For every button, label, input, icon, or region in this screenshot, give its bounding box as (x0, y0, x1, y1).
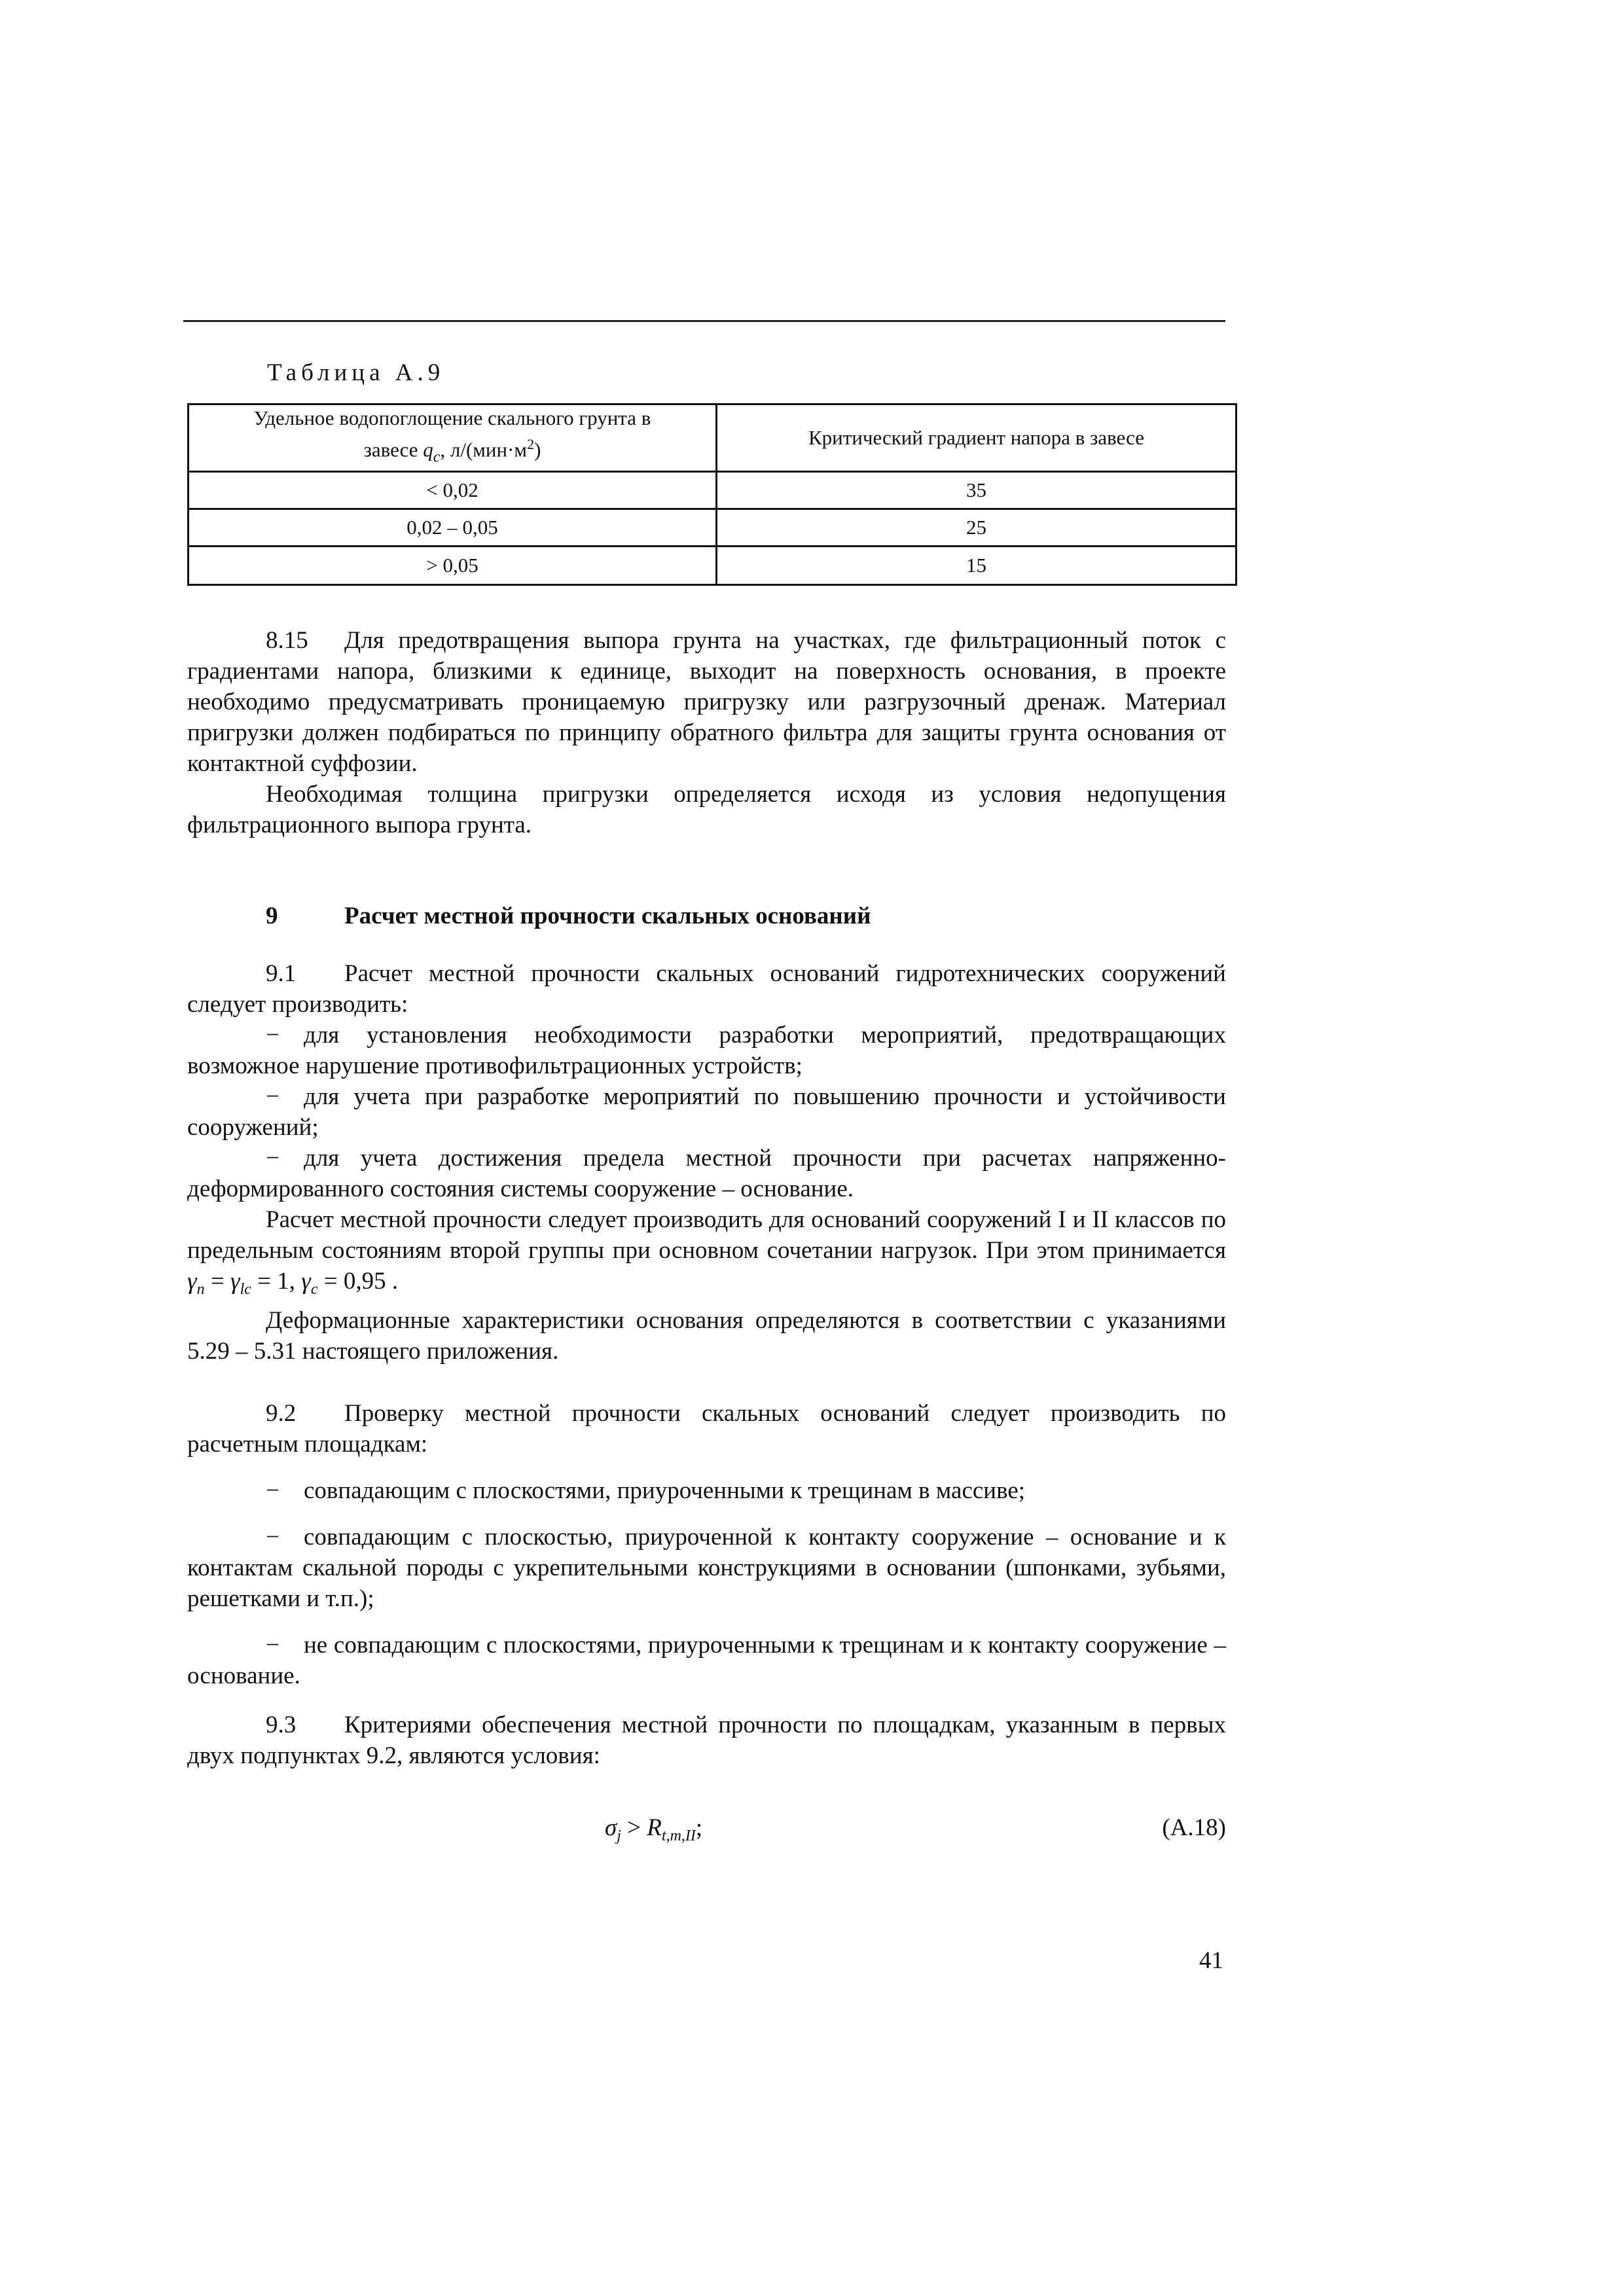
table-cell-gradient: 15 (717, 547, 1236, 585)
paragraph-9-1 (187, 958, 1226, 1020)
section-heading (266, 902, 871, 930)
list-item-text: совпадающим с плоскостью, приуроченной к контакту сооружение – основание и к контактам скальной породы с укрепительными конструкциями в основании (шпонками, зубьями, решетками и т.п.); (187, 1524, 1226, 1612)
table-header-row (189, 404, 1236, 472)
list-item (187, 1475, 1226, 1506)
table-row (189, 472, 1236, 509)
paragraph-text: Расчет местной прочности следует производить для оснований сооружений I и II классов по предельным состояниям второй группы при основном сочетании нагрузок. При этом принимается (187, 1206, 1226, 1264)
clause-number: 9.2 (266, 1400, 297, 1427)
paragraph-text: Для предотвращения выпора грунта на участках, где фильтрационный поток с градиентами напора, близкими к единице, выходит на поверхность основания, в проекте необходимо предусматривать проницаемую пригрузку или разгрузочный дренаж. Материал пригрузки должен подбираться по принципу обратного фильтра для защиты грунта основания от контактной суффозии. (187, 627, 1226, 777)
paragraph-9-2 (187, 1398, 1226, 1460)
header-col1-prefix: завесе (363, 438, 424, 461)
header-col1-var: q (423, 438, 433, 461)
section-8-15 (187, 625, 1226, 840)
equation-part: = 0,95 . (317, 1268, 399, 1295)
list-item-text: не совпадающим с плоскостями, приуроченными к трещинам и к контакту сооружение – основание. (187, 1632, 1226, 1689)
section-9-2 (187, 1398, 1226, 1691)
header-col1-sub: c (433, 448, 441, 466)
formula-end: ; (695, 1814, 703, 1841)
list-item-text: для учета достижения предела местной прочности при расчетах напряженно-деформированного состояния системы сооружение – основание. (187, 1145, 1226, 1202)
header-col1-line1: Удельное водопоглощение скального грунта в (253, 406, 651, 430)
operator: > (621, 1814, 647, 1841)
section-9-1 (187, 958, 1226, 1367)
section-number: 9 (266, 903, 278, 929)
paragraph-9-3 (187, 1710, 1226, 1771)
sigma-symbol: σ (605, 1814, 617, 1841)
section-title: Расчет местной прочности скальных оснований (344, 903, 871, 929)
paragraph-8-15-b: Необходимая толщина пригрузки определяется исходя из условия недопущения фильтрационного выпора грунта. (187, 781, 1226, 838)
gamma-symbol: γ (301, 1268, 311, 1295)
r-symbol: R (647, 1814, 662, 1841)
list-item-text: для учета при разработке мероприятий по повышению прочности и устойчивости сооружений; (187, 1083, 1226, 1141)
subscript: t,m,II (661, 1827, 696, 1844)
page-number: 41 (1199, 1947, 1223, 1974)
subscript: j (617, 1827, 621, 1844)
bullet-dash: − (266, 1083, 280, 1110)
formula-number: (А.18) (1162, 1814, 1226, 1841)
paragraph-text: Критериями обеспечения местной прочности по площадкам, указанным в первых двух подпунктах 9.2, являются условия: (187, 1712, 1226, 1769)
bullet-dash: − (266, 1022, 280, 1049)
paragraph-calc: Расчет местной прочности следует производить для оснований сооружений I и II классов по предельным состояниям второй группы при основном сочетании нагрузок. При этом принимается $\gamma_n = \gamma_{lc} = 1$, $\gamma_c = 0,95$ . (187, 1206, 1226, 1298)
header-col1-unit: , л/(мин·м (440, 438, 528, 461)
paragraph-8-15 (187, 625, 1226, 779)
table-row (189, 547, 1236, 585)
header-col1-sup: 2 (527, 436, 535, 453)
table-cell-gradient: 35 (717, 472, 1236, 509)
list-item (187, 1630, 1226, 1691)
bullet-dash: − (266, 1524, 280, 1551)
paragraph-deform: Деформационные характеристики основания определяются в соответствии с указаниями 5.29 – 5.31 настоящего приложения. (187, 1307, 1226, 1365)
table-cell-range: < 0,02 (189, 472, 717, 509)
clause-number: 9.3 (266, 1712, 297, 1738)
bullet-dash: − (266, 1632, 280, 1659)
list-item (187, 1522, 1226, 1614)
bullet-dash: − (266, 1145, 280, 1172)
list-item (187, 1081, 1226, 1143)
bullet-dash: − (266, 1477, 280, 1504)
table-row (189, 509, 1236, 547)
subscript: c (310, 1281, 318, 1298)
header-rule (183, 320, 1225, 322)
header-critical-gradient: Критический градиент напора в завесе (717, 404, 1236, 472)
gamma-symbol: γ (187, 1268, 197, 1295)
table-cell-range: 0,02 – 0,05 (189, 509, 717, 547)
subscript: n (196, 1281, 205, 1298)
clause-number: 9.1 (266, 960, 297, 987)
table-caption: Таблица А.9 (267, 359, 445, 386)
header-col1-close: ) (534, 438, 541, 461)
list-item-text: совпадающим с плоскостями, приуроченными к трещинам в массиве; (304, 1477, 1026, 1504)
equation-part: = 1, (251, 1268, 302, 1295)
header-water-absorption (189, 404, 717, 472)
list-item (187, 1020, 1226, 1081)
paragraph-text: Расчет местной прочности скальных оснований гидротехнических сооружений следует производить: (187, 960, 1226, 1018)
subscript: lc (240, 1281, 251, 1298)
table-cell-range: > 0,05 (189, 547, 717, 585)
list-item (187, 1143, 1226, 1204)
gamma-symbol: γ (230, 1268, 240, 1295)
table-cell-gradient: 25 (717, 509, 1236, 547)
paragraph-text: Проверку местной прочности скальных оснований следует производить по расчетным площадкам: (187, 1400, 1226, 1458)
formula-a18 (605, 1814, 702, 1845)
list-item-text: для установления необходимости разработки мероприятий, предотвращающих возможное нарушение противофильтрационных устройств; (187, 1022, 1226, 1079)
section-9-3 (187, 1710, 1226, 1771)
clause-number: 8.15 (266, 627, 308, 654)
gradient-table (187, 403, 1237, 586)
